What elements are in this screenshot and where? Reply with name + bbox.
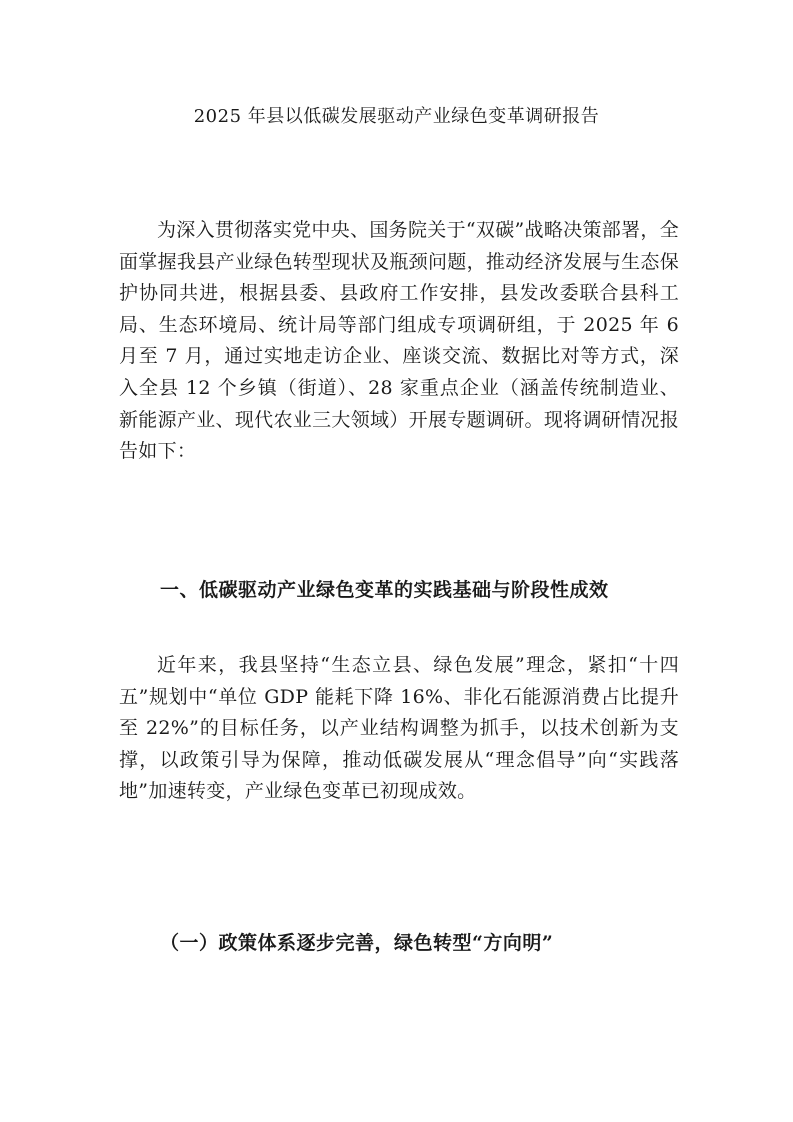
intro-paragraph: 为深入贯彻落实党中央、国务院关于“双碳”战略决策部署，全面掌握我县产业绿色转型现状及瓶颈问题，推动经济发展与生态保护协同共进，根据县委、县政府工作安排，县发改委联合县科工局、生态环境局、统计局等部门组成专项调研组，于 2025 年 6 月至 7 月，通过实地走访企业、座谈交流、数据比对等方式，深入全县 12 个乡镇（街道）、28 家重点企业（涵盖传统制造业、新能源产业、现代农业三大领域）开展专题调研。现将调研情况报告如下：: [119, 219, 679, 463]
subsection-heading-1: （一）政策体系逐步完善，绿色转型“方向明”: [160, 932, 554, 954]
document-title: 2025 年县以低碳发展驱动产业绿色变革调研报告: [193, 106, 600, 127]
section-1-paragraph: 近年来，我县坚持“生态立县、绿色发展”理念，紧扣“十四五”规划中“单位 GDP 能耗下降 16%、非化石能源消费占比提升至 22%”的目标任务，以产业结构调整为抓手，以技术创新为支撑，以政策引导为保障，推动低碳发展从“理念倡导”向“实践落地”加速转变，产业绿色变革已初现成效。: [119, 654, 679, 803]
section-heading-1: 一、低碳驱动产业绿色变革的实践基础与阶段性成效: [160, 579, 609, 601]
